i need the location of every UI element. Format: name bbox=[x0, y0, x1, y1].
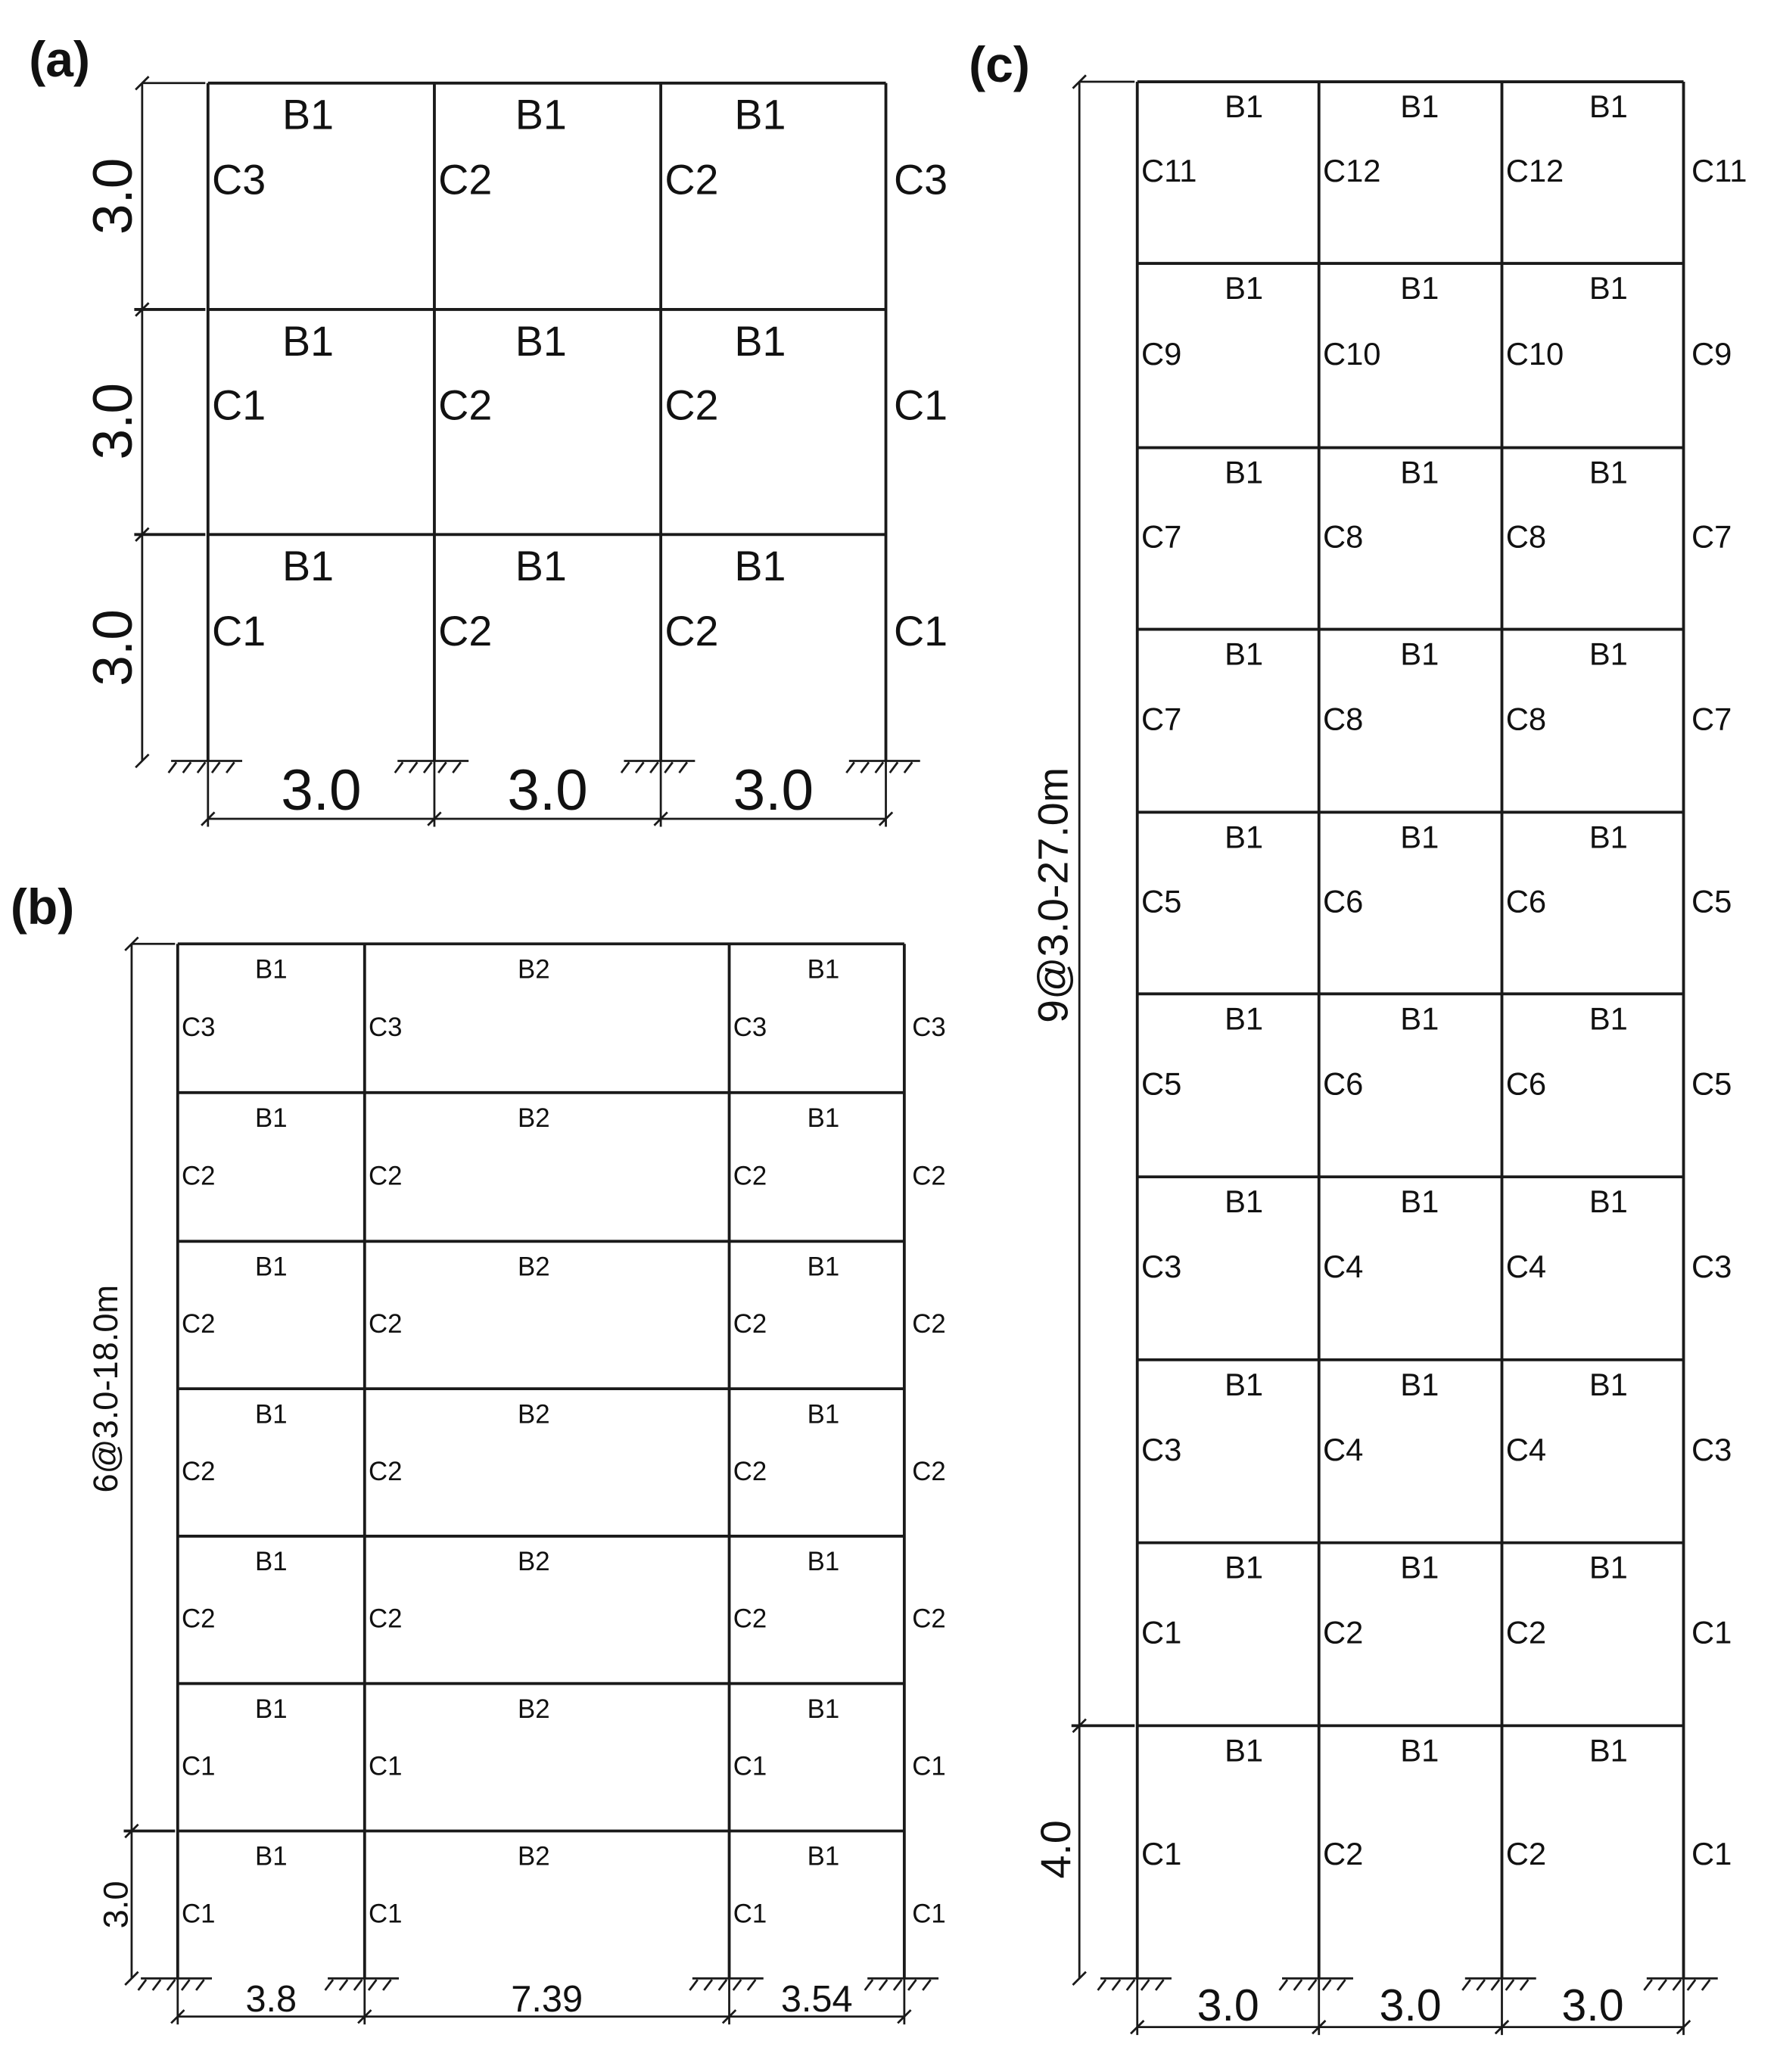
column-label: C1 bbox=[182, 1899, 216, 1929]
height-dimension-label: 3.0 bbox=[82, 157, 144, 235]
beam-label: B1 bbox=[515, 317, 567, 365]
support-hatch bbox=[1127, 1980, 1134, 1990]
column-label: C2 bbox=[368, 1604, 403, 1634]
support-hatch bbox=[395, 762, 403, 773]
beam-label: B1 bbox=[282, 543, 335, 590]
beam-label: B1 bbox=[1225, 1184, 1264, 1220]
support-hatch bbox=[1113, 1980, 1120, 1990]
beam-label: B1 bbox=[1589, 1732, 1628, 1769]
column-label: C1 bbox=[733, 1899, 767, 1929]
support-hatch bbox=[879, 1980, 887, 1990]
beam-label: B1 bbox=[1400, 1184, 1439, 1220]
height-dimension-label: 3.0 bbox=[82, 383, 144, 460]
column-label: C1 bbox=[1691, 1614, 1732, 1650]
beam-label: B1 bbox=[255, 1104, 288, 1134]
column-label: C5 bbox=[1141, 883, 1182, 919]
support-hatch bbox=[340, 1980, 347, 1990]
beam-label: B2 bbox=[518, 955, 550, 985]
support-hatch bbox=[153, 1980, 160, 1990]
beam-label: B1 bbox=[1400, 819, 1439, 855]
beam-label: B1 bbox=[1589, 88, 1628, 124]
support-hatch bbox=[733, 1980, 741, 1990]
column-label: C7 bbox=[1141, 518, 1182, 555]
panel-label: (a) bbox=[29, 32, 91, 89]
column-label: C1 bbox=[1691, 1836, 1732, 1872]
column-label: C2 bbox=[912, 1457, 946, 1486]
height-dimension-label: 4.0 bbox=[1032, 1820, 1080, 1879]
beam-label: B1 bbox=[1589, 819, 1628, 855]
column-label: C2 bbox=[664, 607, 719, 655]
panel-a bbox=[29, 32, 948, 826]
column-label: C2 bbox=[733, 1162, 767, 1191]
support-hatch bbox=[1658, 1980, 1666, 1990]
support-hatch bbox=[167, 1980, 175, 1990]
beam-label: B1 bbox=[734, 543, 786, 590]
support-hatch bbox=[354, 1980, 362, 1990]
support-hatch bbox=[1294, 1980, 1302, 1990]
column-label: C6 bbox=[1505, 1066, 1547, 1102]
panel-c bbox=[969, 37, 1747, 2035]
column-label: C8 bbox=[1322, 518, 1364, 555]
column-label: C2 bbox=[1322, 1836, 1364, 1872]
fixed-support-icon bbox=[1644, 1978, 1717, 1990]
beam-label: B1 bbox=[1589, 1549, 1628, 1585]
beam-label: B1 bbox=[255, 1548, 288, 1577]
support-hatch bbox=[719, 1980, 727, 1990]
column-label: C6 bbox=[1322, 883, 1364, 919]
support-hatch bbox=[198, 762, 205, 773]
beam-label: B1 bbox=[255, 1252, 288, 1282]
height-dimension-label: 3.0 bbox=[96, 1881, 135, 1929]
beam-label: B1 bbox=[807, 1548, 840, 1577]
span-dimension-label: 3.0 bbox=[1561, 1979, 1624, 2030]
column-label: C2 bbox=[182, 1457, 216, 1486]
support-hatch bbox=[876, 762, 883, 773]
column-label: C3 bbox=[182, 1013, 216, 1043]
column-label: C9 bbox=[1691, 335, 1732, 372]
panel-b bbox=[11, 879, 946, 2024]
column-label: C2 bbox=[733, 1604, 767, 1634]
column-label: C1 bbox=[182, 1752, 216, 1781]
column-label: C2 bbox=[912, 1162, 946, 1191]
support-hatch bbox=[409, 762, 417, 773]
column-label: C2 bbox=[912, 1604, 946, 1634]
column-label: C8 bbox=[1505, 518, 1547, 555]
beam-label: B1 bbox=[1589, 1366, 1628, 1402]
column-label: C6 bbox=[1505, 883, 1547, 919]
support-hatch bbox=[865, 1980, 873, 1990]
beam-label: B1 bbox=[1589, 270, 1628, 306]
column-label: C2 bbox=[1505, 1614, 1547, 1650]
column-label: C1 bbox=[1141, 1836, 1182, 1872]
beam-label: B1 bbox=[807, 1842, 840, 1871]
beam-label: B1 bbox=[255, 1694, 288, 1724]
support-hatch bbox=[650, 762, 658, 773]
beam-label: B1 bbox=[1400, 1366, 1439, 1402]
beam-label: B1 bbox=[1400, 1549, 1439, 1585]
column-label: C1 bbox=[912, 1899, 946, 1929]
beam-label: B1 bbox=[255, 1400, 288, 1430]
support-hatch bbox=[424, 762, 431, 773]
beam-label: B1 bbox=[734, 317, 786, 365]
column-label: C3 bbox=[1691, 1431, 1732, 1467]
beam-label: B1 bbox=[807, 1400, 840, 1430]
column-label: C1 bbox=[212, 381, 266, 429]
support-hatch bbox=[904, 762, 912, 773]
column-label: C1 bbox=[893, 381, 948, 429]
support-hatch bbox=[621, 762, 629, 773]
support-hatch bbox=[1141, 1980, 1149, 1990]
column-label: C5 bbox=[1691, 883, 1732, 919]
beam-label: B2 bbox=[518, 1252, 550, 1282]
beam-label: B1 bbox=[1400, 454, 1439, 490]
column-label: C2 bbox=[438, 381, 493, 429]
beam-label: B1 bbox=[1225, 1366, 1264, 1402]
support-hatch bbox=[383, 1980, 391, 1990]
support-hatch bbox=[1688, 1980, 1695, 1990]
column-label: C11 bbox=[1691, 153, 1747, 189]
fixed-support-icon bbox=[325, 1978, 399, 1990]
column-label: C3 bbox=[733, 1013, 767, 1043]
column-label: C2 bbox=[368, 1310, 403, 1339]
panel-label: (b) bbox=[10, 879, 75, 936]
support-hatch bbox=[1309, 1980, 1316, 1990]
support-hatch bbox=[1323, 1980, 1330, 1990]
support-hatch bbox=[1520, 1980, 1528, 1990]
column-label: C7 bbox=[1691, 518, 1732, 555]
beam-label: B1 bbox=[1225, 88, 1264, 124]
column-label: C3 bbox=[912, 1013, 946, 1043]
column-label: C5 bbox=[1691, 1066, 1732, 1102]
beam-label: B1 bbox=[807, 1104, 840, 1134]
fixed-support-icon bbox=[138, 1978, 212, 1990]
beam-label: B2 bbox=[518, 1694, 550, 1724]
column-label: C4 bbox=[1322, 1431, 1364, 1467]
support-hatch bbox=[748, 1980, 755, 1990]
beam-label: B1 bbox=[1400, 636, 1439, 672]
column-label: C2 bbox=[733, 1310, 767, 1339]
column-label: C1 bbox=[912, 1752, 946, 1781]
beam-label: B2 bbox=[518, 1548, 550, 1577]
column-label: C3 bbox=[368, 1013, 403, 1043]
column-label: C10 bbox=[1322, 335, 1381, 372]
column-label: C2 bbox=[664, 381, 719, 429]
column-label: C2 bbox=[912, 1310, 946, 1339]
column-label: C7 bbox=[1691, 701, 1732, 737]
support-hatch bbox=[438, 762, 446, 773]
support-hatch bbox=[453, 762, 460, 773]
beam-label: B1 bbox=[1400, 270, 1439, 306]
beam-label: B1 bbox=[1400, 1732, 1439, 1769]
support-hatch bbox=[689, 1980, 697, 1990]
column-label: C2 bbox=[368, 1162, 403, 1191]
span-dimension-label: 3.0 bbox=[733, 758, 814, 823]
column-label: C3 bbox=[1691, 1249, 1732, 1285]
support-hatch bbox=[1098, 1980, 1106, 1990]
column-label: C2 bbox=[733, 1457, 767, 1486]
support-hatch bbox=[196, 1980, 204, 1990]
fixed-support-icon bbox=[689, 1978, 763, 1990]
support-hatch bbox=[1673, 1980, 1681, 1990]
support-hatch bbox=[138, 1980, 146, 1990]
beam-label: B1 bbox=[515, 91, 567, 138]
column-label: C1 bbox=[212, 607, 266, 655]
column-label: C1 bbox=[368, 1752, 403, 1781]
column-label: C5 bbox=[1141, 1066, 1182, 1102]
support-hatch bbox=[1280, 1980, 1287, 1990]
beam-label: B2 bbox=[518, 1842, 550, 1871]
support-hatch bbox=[325, 1980, 333, 1990]
column-label: C2 bbox=[182, 1310, 216, 1339]
beam-label: B1 bbox=[734, 91, 786, 138]
column-label: C8 bbox=[1322, 701, 1364, 737]
height-dimension-label: 3.0 bbox=[82, 609, 144, 686]
fixed-support-icon bbox=[846, 761, 920, 773]
support-hatch bbox=[1337, 1980, 1345, 1990]
beam-label: B1 bbox=[1225, 1549, 1264, 1585]
column-label: C3 bbox=[1141, 1249, 1182, 1285]
beam-label: B2 bbox=[518, 1400, 550, 1430]
column-label: C12 bbox=[1505, 153, 1564, 189]
height-dimension-label: 9@3.0-27.0m bbox=[1029, 767, 1077, 1023]
support-hatch bbox=[894, 1980, 901, 1990]
support-hatch bbox=[890, 762, 898, 773]
column-label: C4 bbox=[1505, 1431, 1547, 1467]
beam-label: B1 bbox=[1225, 454, 1264, 490]
beam-label: B1 bbox=[282, 317, 335, 365]
support-hatch bbox=[183, 762, 191, 773]
column-label: C2 bbox=[182, 1604, 216, 1634]
support-hatch bbox=[1644, 1980, 1651, 1990]
column-label: C2 bbox=[1505, 1836, 1547, 1872]
column-label: C8 bbox=[1505, 701, 1547, 737]
column-label: C3 bbox=[1141, 1431, 1182, 1467]
column-label: C4 bbox=[1322, 1249, 1364, 1285]
beam-label: B1 bbox=[515, 543, 567, 590]
beam-label: B2 bbox=[518, 1104, 550, 1134]
column-label: C3 bbox=[212, 156, 266, 204]
column-label: C3 bbox=[893, 156, 948, 204]
support-hatch bbox=[664, 762, 672, 773]
support-hatch bbox=[636, 762, 643, 773]
span-dimension-label: 3.0 bbox=[281, 758, 362, 823]
fixed-support-icon bbox=[169, 761, 242, 773]
column-label: C11 bbox=[1141, 153, 1197, 189]
column-label: C1 bbox=[368, 1899, 403, 1929]
beam-label: B1 bbox=[807, 1694, 840, 1724]
column-label: C1 bbox=[1141, 1614, 1182, 1650]
column-label: C6 bbox=[1322, 1066, 1364, 1102]
column-label: C10 bbox=[1505, 335, 1564, 372]
beam-label: B1 bbox=[1589, 1184, 1628, 1220]
support-hatch bbox=[1477, 1980, 1484, 1990]
support-hatch bbox=[369, 1980, 376, 1990]
column-label: C7 bbox=[1141, 701, 1182, 737]
support-hatch bbox=[705, 1980, 712, 1990]
column-label: C1 bbox=[733, 1752, 767, 1781]
beam-label: B1 bbox=[1225, 270, 1264, 306]
span-dimension-label: 3.0 bbox=[507, 758, 588, 823]
column-label: C1 bbox=[893, 607, 948, 655]
fixed-support-icon bbox=[1280, 1978, 1353, 1990]
beam-label: B1 bbox=[1400, 88, 1439, 124]
beam-label: B1 bbox=[282, 91, 335, 138]
column-label: C2 bbox=[438, 607, 493, 655]
span-dimension-label: 3.0 bbox=[1379, 1979, 1442, 2030]
support-hatch bbox=[1506, 1980, 1514, 1990]
column-label: C2 bbox=[438, 156, 493, 204]
support-hatch bbox=[1156, 1980, 1163, 1990]
support-hatch bbox=[169, 762, 176, 773]
column-label: C2 bbox=[368, 1457, 403, 1486]
beam-label: B1 bbox=[1225, 819, 1264, 855]
support-hatch bbox=[860, 762, 868, 773]
fixed-support-icon bbox=[865, 1978, 938, 1990]
beam-label: B1 bbox=[1589, 636, 1628, 672]
column-label: C9 bbox=[1141, 335, 1182, 372]
beam-label: B1 bbox=[1400, 1000, 1439, 1037]
column-label: C4 bbox=[1505, 1249, 1547, 1285]
beam-label: B1 bbox=[1589, 1000, 1628, 1037]
column-label: C12 bbox=[1322, 153, 1381, 189]
support-hatch bbox=[846, 762, 854, 773]
beam-label: B1 bbox=[807, 1252, 840, 1282]
beam-label: B1 bbox=[1225, 1000, 1264, 1037]
column-label: C2 bbox=[664, 156, 719, 204]
fixed-support-icon bbox=[1462, 1978, 1536, 1990]
support-hatch bbox=[679, 762, 686, 773]
panel-label: (c) bbox=[969, 37, 1030, 94]
height-dimension-label: 6@3.0-18.0m bbox=[86, 1284, 125, 1493]
span-dimension-label: 3.8 bbox=[245, 1978, 297, 2020]
span-dimension-label: 3.54 bbox=[780, 1978, 853, 2020]
support-hatch bbox=[226, 762, 234, 773]
fixed-support-icon bbox=[1098, 1978, 1172, 1990]
column-label: C2 bbox=[1322, 1614, 1364, 1650]
span-dimension-label: 3.0 bbox=[1197, 1979, 1259, 2030]
column-label: C2 bbox=[182, 1162, 216, 1191]
support-hatch bbox=[212, 762, 219, 773]
fixed-support-icon bbox=[395, 761, 468, 773]
support-hatch bbox=[1492, 1980, 1499, 1990]
beam-label: B1 bbox=[1225, 1732, 1264, 1769]
fixed-support-icon bbox=[621, 761, 695, 773]
support-hatch bbox=[182, 1980, 189, 1990]
support-hatch bbox=[923, 1980, 930, 1990]
support-hatch bbox=[1462, 1980, 1470, 1990]
support-hatch bbox=[1702, 1980, 1710, 1990]
span-dimension-label: 7.39 bbox=[511, 1978, 584, 2020]
support-hatch bbox=[908, 1980, 916, 1990]
beam-label: B1 bbox=[255, 1842, 288, 1871]
beam-label: B1 bbox=[807, 955, 840, 985]
beam-label: B1 bbox=[255, 955, 288, 985]
beam-label: B1 bbox=[1589, 454, 1628, 490]
beam-label: B1 bbox=[1225, 636, 1264, 672]
